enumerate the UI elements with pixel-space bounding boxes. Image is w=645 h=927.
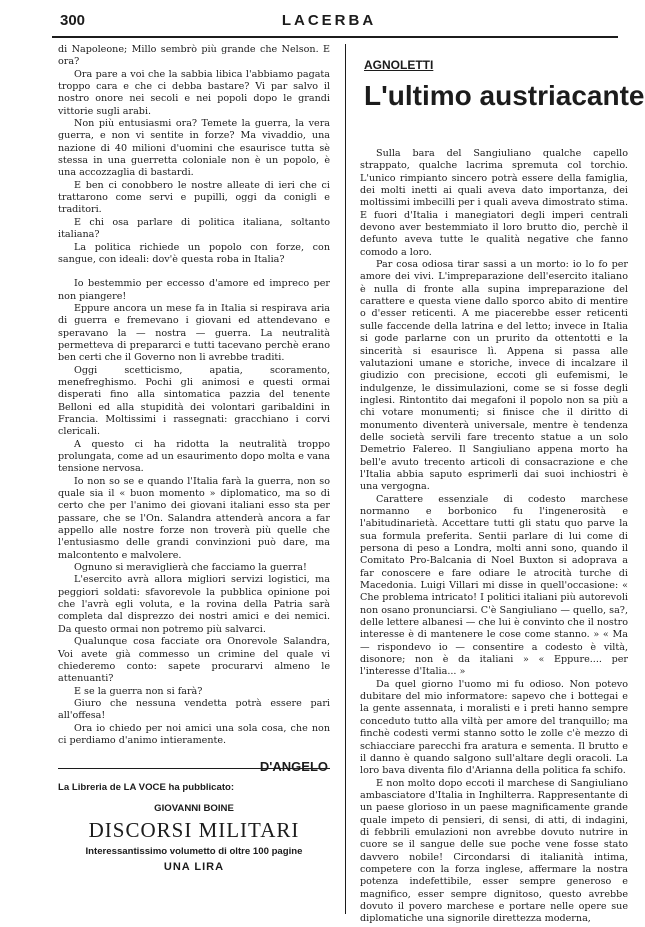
- paragraph: Ora io chiedo per noi amici una sola cosa, che non ci perdiamo d'animo intieramente.: [58, 722, 330, 746]
- paragraph: E non molto dopo eccoti il marchese di Sangiuliano ambasciatore d'Italia in Inghilterra. Rappresentante di un paese glorioso in un paese magnificamente grande quale impeto di pensieri, di sensi, di atti, di indagini, di febbrili emulazioni non avrebbe dovuto nutrire in cuore se il sangue delle sue poche vene fosse stato davvero nobile! Circondarsi di italianità intima, competere con la forza inglese, affermare la nostra potenza indefettibile, esser sempre generoso e magnifico, esser sempre dignitoso, questo avrebbe dovuto il povero marchese e portare nelle opere sue diplomatiche una signorile direttezza moderna,: [360, 777, 628, 925]
- article-title: L'ultimo austriacante: [364, 80, 645, 111]
- paragraph: Giuro che nessuna vendetta potrà essere pari all'offesa!: [58, 697, 330, 722]
- advertisement: [58, 776, 330, 906]
- column-divider: [345, 44, 346, 914]
- paragraph: Da quel giorno l'uomo mi fu odioso. Non potevo dubitare del mio informatore: sapevo che i bottegai e la gente assennata, i moralisti e i preti hanno sempre conceduto tutto alla viltà per amore del tranquillo; ma finchè codesti vermi stanno sotto le zolle c'è mezzo di schiacciare parecchi fra aratura e sementa. Il brutto e il danno è quando salgono sull'altare degli oracoli. La loro bava diventa filo d'Arianna della politica fa schifo.: [360, 678, 628, 777]
- paragraph: L'esercito avrà allora migliori servizi logistici, ma peggiori soldati: sfavorevole la pubblica opinione poi che l'avrà egli voluta, e la rovina della Patria sarà completa dal disprezzo dei nostri amici e dei nemici. Da questo ormai non potremo più salvarci.: [58, 574, 330, 635]
- running-title: LACERBA: [281, 12, 377, 29]
- page-header: [40, 10, 618, 36]
- advert-description: Interessantissimo volumetto di oltre 100 pagine: [85, 846, 303, 857]
- advert-author: GIOVANNI BOINE: [154, 803, 234, 814]
- paragraph: Oggi scetticismo, apatia, scoramento, menefreghismo. Pochi gli animosi e questi ormai disperati fino alla sintomatica pazzia del tenente Belloni ed alla stupidità dei volontari garibaldini in Francia. Moltissimi i rassegnati: gracchiano i corvi clericali.: [58, 364, 330, 438]
- right-column: [360, 44, 645, 925]
- paragraph: Ora pare a voi che la sabbia libica l'abbiamo pagata troppo cara e che ci debba bastare? Vi par salvo il nostro onore nei secoli e nei popoli dopo le grandi vittorie sugli arabi.: [58, 68, 330, 117]
- page-number: 300: [60, 12, 86, 29]
- paragraph: E chi osa parlare di politica italiana, soltanto italiana?: [58, 216, 330, 241]
- advert-intro: La Libreria de LA VOCE ha pubblicato:: [58, 782, 235, 793]
- section-gap: [58, 266, 330, 278]
- paragraph: Non più entusiasmi ora? Temete la guerra, la vera guerra, e non vi sentite in forze? Ma vivaddio, una nazione di 40 milioni d'uomini che esaurisce tutta sè stessa in una guerretta coloniale non è un popolo, è una accozzaglia di bastardi.: [58, 118, 330, 179]
- paragraph: Sulla bara del Sangiuliano qualche capello strappato, qualche lacrima spremuta col torchio. L'unico rimpianto sincero potrà essere della famiglia, dei molti inetti ai quali aveva dato importanza, dei moltissimi imbecilli per i quali aveva dimostrato stima. E fuori d'Italia i manegiatori degli imperi centrali devono aver bestemmiato il loro brutto dio, perchè il defunto aveva tutte le qualità negative che fanno comodo a loro.: [360, 148, 628, 258]
- header-rule: [52, 36, 618, 38]
- advert-title: DISCORSI MILITARI: [88, 818, 300, 842]
- paragraph: E se la guerra non si farà?: [74, 685, 203, 697]
- signature: D'ANGELO: [259, 759, 328, 775]
- advert-rule: [58, 768, 330, 769]
- paragraph: Qualunque cosa facciate ora Onorevole Salandra, Voi avete già commesso un crimine del quale vi chiederemo conto: sapete procurarvi almeno le attenuanti?: [58, 636, 330, 685]
- paragraph: E ben ci conobbero le nostre alleate di ieri che ci trattarono come servi e pupilli, oggi da conigli e traditori.: [58, 179, 330, 216]
- paragraph: Ognuno si meraviglierà che facciamo la guerra!: [74, 562, 307, 574]
- advert-price: UNA LIRA: [163, 861, 225, 873]
- paragraph: Par cosa odiosa tirar sassi a un morto: io lo fo per amore dei vivi. L'impreparazione dell'esercito italiano è nulla di fronte alla supina impreparazione del carattere e questa viene dallo sporco abito di mentire o d'esser reticenti. A me piacerebbe esser reticenti sulle faccende della latrina e del letto; invece in Italia si gode parlarne con un prurito da ottentotti e la sincerità si esaurisce lì. Appena si passa alle valutazioni umane e storiche, invece di incalzare il giudizio con precisione, eccoti gli eufemismi, le indulgenze, le dissimulazioni, come se si fosse degli inglesi. Rintontito dai megafoni il popolo non sa più a chi votare monumenti; si finisce che il diritto di monumento diventerà universale, mentre è tendenza delle società servili fare trecento statue a un solo Demetrio Falereo. Il Sangiuliano appena morto ha bell'e avuto trecento articoli di consacrazione e che l'Italia abbia saputo esprimerli dai suoi inchiostri è una vergogna.: [360, 259, 628, 493]
- paragraph: Io non so se e quando l'Italia farà la guerra, non so quale sia il « buon momento » diplomatico, ma so di certo che per l'animo dei giovani italiani esso sta per passare, che se l'On. Salandra attenderà ancora a far appello alle nostre forze non troverà più quelle che l'entusiasmo delle grandi convinzioni può dare, ma malcontento e malvolere.: [58, 475, 330, 561]
- paragraph: Carattere essenziale di codesto marchese normanno e borbonico fu l'ingenerosità e l'abitudinarietà. Accettare tutti gli statu quo parve la sua formula preferita. Sentii parlare di lui come di persona di peso a Londra, molti anni sono, quando il Comitato Pro-Balcania di Noel Buxton si adoprava a far conoscere e fare odiare le atrocità turche di Macedonia. Luigi Villari mi disse in quell'occasione: « Che problema intricato! I politici italiani più autorevoli non osano pronunciarsi. C'è Sangiuliano — quello, sa?, delle lettere albanesi — che lui è convinto che il nostro interesse è di mantenere le cose come stanno. » « Ma — rispondevo io — consentire a codesto è viltà, disonore; non è da italiani » « Eppure.... per l'interesse d'Italia... »: [360, 493, 628, 678]
- paragraph: La politica richiede un popolo con forze, con sangue, con ideali: dov'è questa roba in Italia?: [58, 241, 330, 265]
- paragraph: di Napoleone; Millo sembrò più grande che Nelson. E ora?: [58, 44, 330, 68]
- paragraph: Io bestemmio per eccesso d'amore ed impreco per non piangere!: [58, 278, 330, 302]
- article-author: AGNOLETTI: [364, 58, 434, 72]
- paragraph: Eppure ancora un mese fa in Italia si respirava aria di guerra e fremevano i giovani ed attendevano e speravano la — nostra — guerra. La neutralità permetteva di prepararci e tutti tacevano perchè erano ben certi che il Governo non li avrebbe traditi.: [58, 302, 330, 364]
- paragraph: A questo ci ha ridotta la neutralità troppo prolungata, come ad un esaurimento dopo molta e vana tensione nervosa.: [58, 438, 330, 475]
